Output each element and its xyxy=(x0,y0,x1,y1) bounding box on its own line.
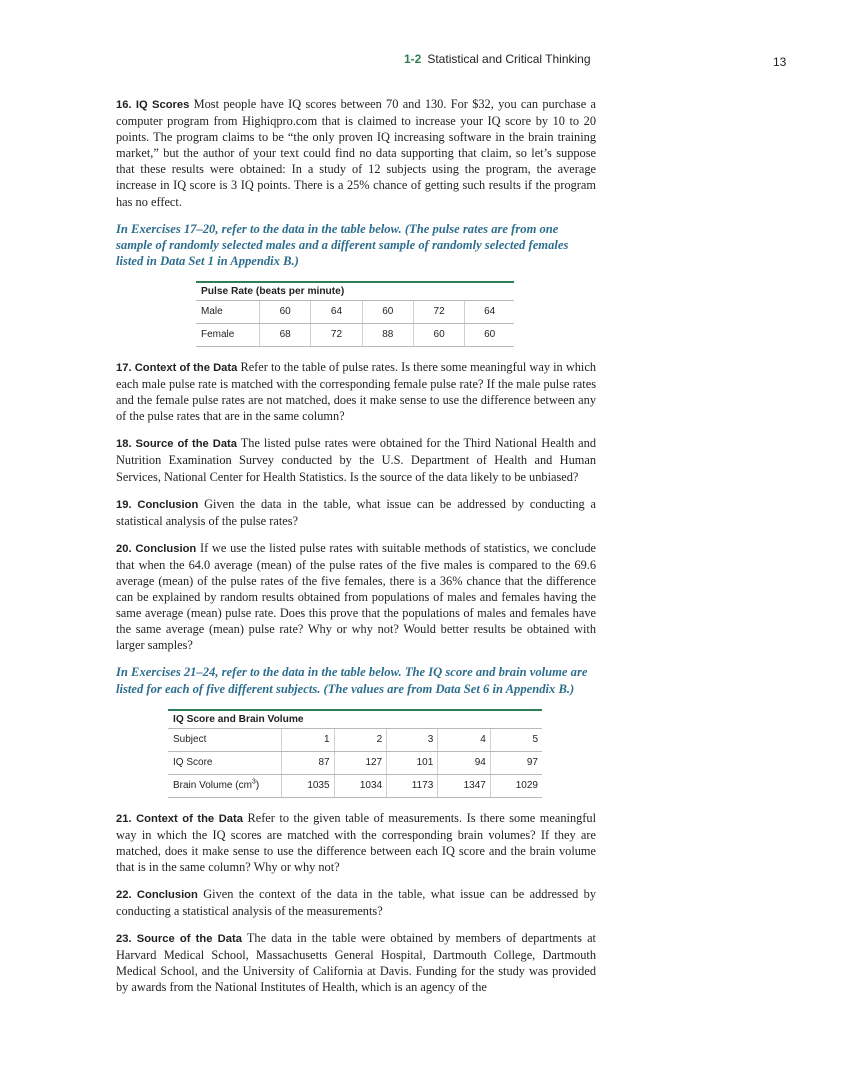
table-cell: 60 xyxy=(465,323,514,346)
section-title: Statistical and Critical Thinking xyxy=(427,52,591,66)
row-label-text: Brain Volume (cm xyxy=(173,780,252,792)
row-label-end: ) xyxy=(255,780,260,792)
table-cell: 87 xyxy=(282,751,335,774)
table-cell: 97 xyxy=(490,751,542,774)
exercise-label: 21. Context of the Data xyxy=(116,812,243,825)
page-header xyxy=(0,52,853,70)
table-caption: Pulse Rate (beats per minute) xyxy=(196,281,514,300)
superscript: 3 xyxy=(251,778,256,786)
exercise-label: 19. Conclusion xyxy=(116,498,199,511)
instructions-17-20: In Exercises 17–20, refer to the data in the table below. (The pulse rates are from one sample of randomly selected males and a different sample of randomly selected females listed in Data Set 1 in Appendix B.) xyxy=(116,221,569,268)
pulse-rate-table xyxy=(196,281,514,347)
running-head xyxy=(404,52,591,66)
exercise-17 xyxy=(116,359,596,424)
exercise-16 xyxy=(116,96,596,210)
row-label: Male xyxy=(196,300,260,323)
instructions-21-24: In Exercises 21–24, refer to the data in the table below. The IQ score and brain volume are listed for each of five different subjects. (The values are from Data Set 6 in Appendix B.) xyxy=(116,665,588,696)
exercise-text: The data in the table were obtained by members of departments at Harvard Medical School, Massachusetts General Hospital, Dartmouth College, Dartmouth Medical School, and the University of California at Davis. Funding for the study was provided by awards from the National Institutes of Health, which is an agency of the xyxy=(116,931,596,995)
exercise-22 xyxy=(116,886,596,919)
exercise-20 xyxy=(116,540,596,654)
table-cell: 5 xyxy=(490,728,542,751)
exercise-text: Refer to the given table of measurements. Is there some meaningful way in which the IQ scores are matched with the corresponding brain volumes? If they are matched, does it make sense to use the difference between each IQ score and the brain volume that is in the same column? Why or why not? xyxy=(116,810,597,874)
table-cell: 68 xyxy=(260,323,311,346)
table-cell: 88 xyxy=(362,323,413,346)
exercise-label: 23. Source of the Data xyxy=(116,933,242,946)
table-cell: 101 xyxy=(387,751,438,774)
table-cell: 72 xyxy=(413,300,464,323)
table-cell: 60 xyxy=(260,300,311,323)
page-content xyxy=(116,96,596,1007)
table-cell: 1173 xyxy=(387,774,438,797)
exercise-label: 20. Conclusion xyxy=(116,542,197,555)
exercise-text: Most people have IQ scores between 70 and 130. For $32, you can purchase a computer program from Highiqpro.com that is claimed to increase your IQ score by 10 to 20 points. The program claims to be “the only proven IQ increasing software in the brain training market,” but the author of your text could find no data supporting that claim, so let’s suppose that these results were obtained: In a study of 12 subjects using the program, the average increase in IQ score is 3 IQ points. There is a 25% chance of getting such results if the program has no effect. xyxy=(116,97,596,209)
table-row xyxy=(168,774,542,797)
table-row xyxy=(196,323,514,346)
table-cell: 64 xyxy=(465,300,514,323)
table-cell: 60 xyxy=(413,323,464,346)
row-label xyxy=(168,774,282,797)
table-cell: 3 xyxy=(387,728,438,751)
table-row xyxy=(168,728,542,751)
exercise-23 xyxy=(116,930,596,995)
exercise-label: 18. Source of the Data xyxy=(116,438,237,451)
table-cell: 60 xyxy=(362,300,413,323)
table-cell: 1029 xyxy=(490,774,542,797)
exercise-18 xyxy=(116,435,596,484)
table-caption: IQ Score and Brain Volume xyxy=(168,709,542,728)
table-cell: 1 xyxy=(282,728,335,751)
exercise-text: Given the context of the data in the table, what issue can be addressed by conducting a statistical analysis of the measurements? xyxy=(116,887,596,919)
iq-brain-volume-table xyxy=(168,709,542,798)
exercise-text: If we use the listed pulse rates with suitable methods of statistics, we conclude that when the 64.0 average (mean) of the pulse rates of the five males is compared to the 69.6 average (mean) of the pulse rates of the five females, there is a 36% chance that the difference can be explained by random results obtained from populations of males and females having the same average (mean) pulse rate. Does this prove that the populations of males and females have the same average (mean) pulse rate? Why or why not? Would better results be obtained with larger samples? xyxy=(116,540,596,653)
table-cell: 1035 xyxy=(282,774,335,797)
table-row xyxy=(168,751,542,774)
table-cell: 72 xyxy=(311,323,362,346)
table-row xyxy=(196,300,514,323)
exercise-text: The listed pulse rates were obtained for the Third National Health and Nutrition Examination Survey conducted by the U.S. Department of Health and Human Services, National Center for Health Statistics. Is the source of the data likely to be unbiased? xyxy=(116,436,596,484)
exercise-text: Refer to the table of pulse rates. Is there some meaningful way in which each male pulse rate is matched with the corresponding female pulse rate? If the male pulse rates and the female pulse rates are not matched, does it make sense to use the difference between any of the pulse rates that are in the same column? xyxy=(116,359,596,424)
row-label: Female xyxy=(196,323,260,346)
row-label: Subject xyxy=(168,728,282,751)
section-number: 1-2 xyxy=(404,52,422,66)
page-number: 13 xyxy=(773,55,787,69)
row-label: IQ Score xyxy=(168,751,282,774)
table-cell: 2 xyxy=(334,728,387,751)
exercise-text: Given the data in the table, what issue can be addressed by conducting a statistical analysis of the pulse rates? xyxy=(116,496,596,528)
table-cell: 1347 xyxy=(438,774,491,797)
exercise-label: 16. IQ Scores xyxy=(116,99,190,111)
exercise-19 xyxy=(116,496,596,529)
exercise-label: 22. Conclusion xyxy=(116,889,198,901)
table-cell: 4 xyxy=(438,728,491,751)
table-cell: 127 xyxy=(334,751,387,774)
table-cell: 94 xyxy=(438,751,491,774)
table-cell: 64 xyxy=(311,300,362,323)
table-cell: 1034 xyxy=(334,774,387,797)
exercise-label: 17. Context of the Data xyxy=(116,361,238,374)
exercise-21 xyxy=(116,810,596,875)
